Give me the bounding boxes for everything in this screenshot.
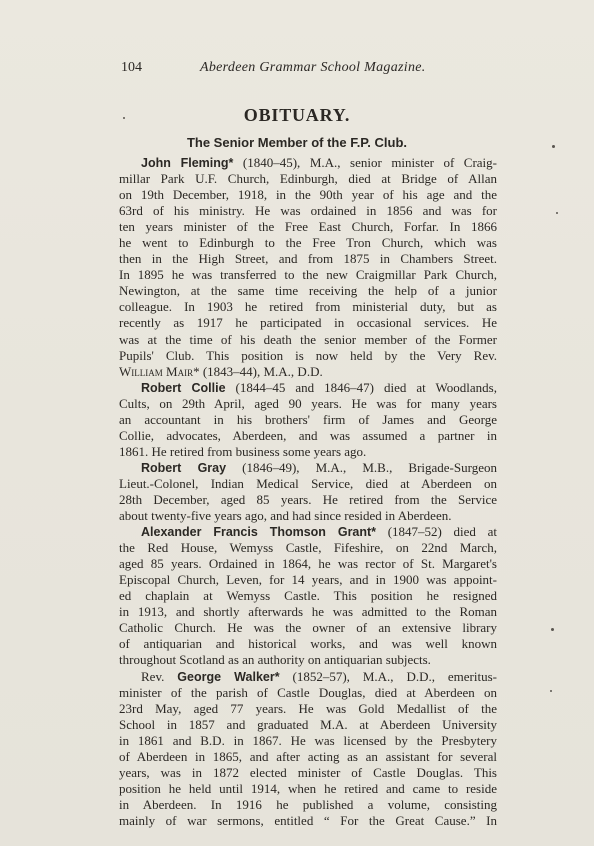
scan-speck	[550, 690, 552, 692]
scan-speck	[551, 628, 554, 631]
obituary-entry	[119, 155, 497, 380]
text-line: was at the time of his death the senior member of the Former	[119, 331, 497, 347]
text-line: minister of the parish of Castle Douglas, died at Aberdeen on	[119, 684, 497, 700]
text-line: 63rd of his ministry. He was ordained in 1856 and was for	[119, 203, 497, 219]
text-line: School in 1857 and graduated M.A. at Aberdeen University	[119, 716, 497, 732]
text-line: ten years minister of the Free East Church, Forfar. In 1866	[119, 219, 497, 235]
text-line: the Red House, Wemyss Castle, Fifeshire, on 22nd March,	[119, 540, 497, 556]
journal-title: Aberdeen Grammar School Magazine.	[200, 60, 426, 75]
person-name: Robert Gray	[141, 460, 227, 475]
obituary-entry	[119, 380, 497, 460]
successor-name: William Mair*	[119, 363, 200, 379]
scan-speck	[552, 145, 555, 148]
obituary-entry	[119, 524, 497, 668]
text-line: Lieut.-Colonel, Indian Medical Service, died at Aberdeen on	[119, 475, 497, 491]
text-line: Robert Collie (1844–45 and 1846–47) died at Woodlands,	[141, 379, 497, 395]
text-line: years, was in 1872 elected minister of Castle Douglas. This	[119, 764, 497, 780]
obituary-body	[119, 155, 497, 829]
person-name: John Fleming*	[141, 156, 234, 170]
text-line: 23rd May, aged 77 years. He was Gold Medallist of the	[119, 700, 497, 716]
text-line: Alexander Francis Thomson Grant* (1847–52) died at	[141, 524, 497, 540]
text-line: in 1913, and shortly afterwards he was admitted to the Roman	[119, 604, 497, 620]
text-line: 28th December, aged 85 years. He retired from the Service	[119, 491, 497, 507]
text-line: Collie, advocates, Aberdeen, and was assumed a partner in	[119, 427, 497, 443]
text-line: ed chaplain at Wemyss Castle. This position he resigned	[119, 588, 497, 604]
text-line: in 1861 and B.D. in 1867. He was licensed by the Presbytery	[119, 732, 497, 748]
person-name: Robert Collie	[141, 380, 226, 395]
person-name: George Walker*	[177, 669, 280, 684]
text-line: Episcopal Church, Leven, for 14 years, and in 1900 was appoint-	[119, 572, 497, 588]
subsection-title: The Senior Member of the F.P. Club.	[186, 135, 408, 150]
text-line: throughout Scotland as an authority on antiquarian subjects.	[119, 652, 431, 668]
text-line: of Aberdeen in 1865, and after acting as an assistant for several	[119, 748, 497, 764]
text-line: colleague. In 1903 he retired from ministerial duty, but as	[119, 299, 497, 315]
running-head	[121, 58, 481, 78]
text-line: he went to Edinburgh to the Free Tron Church, which was	[119, 235, 497, 251]
text-line: in Aberdeen. In 1916 he published a volume, consisting	[119, 796, 497, 812]
section-title: OBITUARY.	[243, 105, 351, 125]
text-line: In 1895 he was transferred to the new Craigmillar Park Church,	[119, 267, 497, 283]
person-name: Alexander Francis Thomson Grant*	[141, 525, 377, 540]
text-line: 1861. He retired from business some years ago.	[119, 443, 367, 459]
text-line: position he held until 1914, when he retired and came to reside	[119, 780, 497, 796]
page-number: 104	[121, 60, 142, 75]
text-line: then in the High Street, and from 1875 in Chambers Street.	[119, 251, 497, 267]
text-line: Newington, at the same time receiving the help of a junior	[119, 283, 497, 299]
scan-speck	[556, 212, 558, 214]
text-line: Rev. George Walker* (1852–57), M.A., D.D., emeritus-	[141, 668, 497, 684]
scan-speck	[123, 117, 125, 119]
text-line: Catholic Church. He was the owner of an extensive library	[119, 620, 497, 636]
text-line: William Mair* (1843–44), M.A., D.D.	[119, 363, 323, 379]
text-line: mainly of war sermons, entitled “ For the Great Cause.” In	[119, 812, 497, 828]
obituary-entry	[119, 460, 497, 524]
text-line: on 19th December, 1918, in the 90th year of his age and the	[119, 187, 497, 203]
text-line: aged 85 years. Ordained in 1864, he was rector of St. Margaret's	[119, 556, 497, 572]
text-line: Pupils' Club. This position is now held by the Very Rev.	[119, 347, 497, 363]
obituary-entry	[119, 669, 497, 829]
text-line: about twenty-five years ago, and had since resided in Aberdeen.	[119, 508, 452, 524]
text-line: John Fleming* (1840–45), M.A., senior minister of Craig-	[141, 155, 497, 170]
text-line: Cults, on 29th April, aged 90 years. He was for many years	[119, 395, 497, 411]
text-line: recently as 1917 he participated in occasional services. He	[119, 315, 497, 331]
text-line: Robert Gray (1846–49), M.A., M.B., Brigade-Surgeon	[141, 459, 497, 475]
text-line: an accountant in his brothers' firm of James and George	[119, 411, 497, 427]
text-line: millar Park U.F. Church, Edinburgh, died at Bridge of Allan	[119, 171, 497, 187]
text-line: of antiquarian and historical works, and was well known	[119, 636, 497, 652]
